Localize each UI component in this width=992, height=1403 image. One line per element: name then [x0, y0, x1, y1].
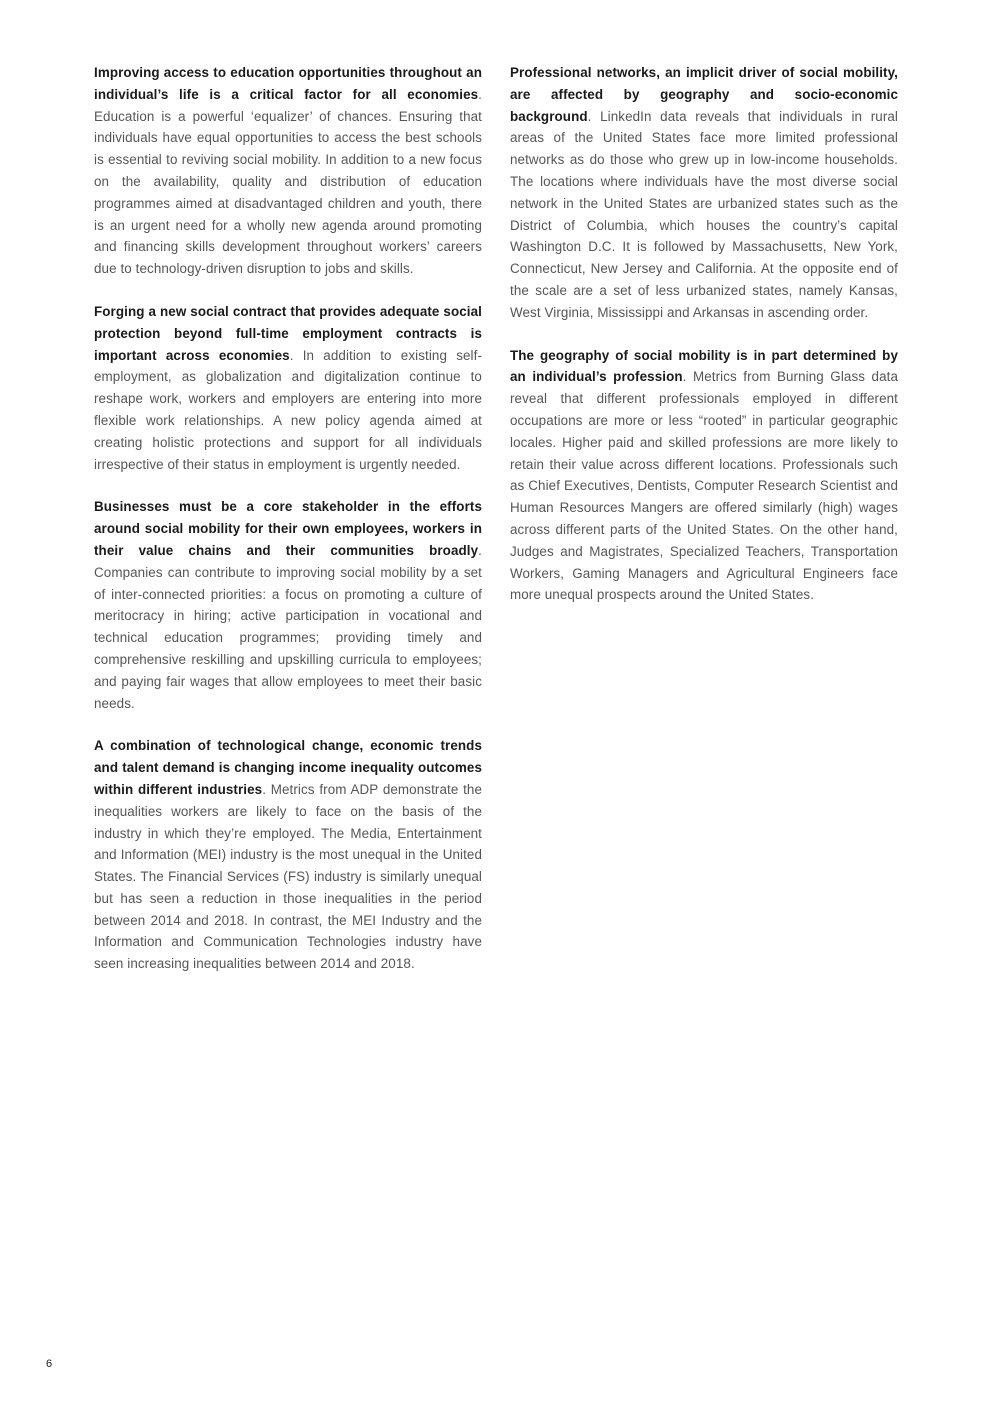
paragraph-body: . In addition to existing self-employment, as globalization and digitalization continue to reshape work, workers and employers are entering into more flexible work relationships. A new policy agenda aimed at creating holistic protections and support for all individuals irrespective of their status in employment is urgently needed.	[94, 347, 482, 472]
paragraph-body: . Education is a powerful ‘equalizer’ of chances. Ensuring that individuals have equal opportunities to access the best schools is essential to reviving social mobility. In addition to a new focus on the availability, quality and distribution of education programmes aimed at disadvantaged children and youth, there is an urgent need for a wholly new agenda around promoting and financing skills development throughout workers’ careers due to technology-driven disruption to jobs and skills.	[94, 86, 482, 277]
page-number: 6	[46, 1358, 53, 1370]
paragraph-businesses	[94, 496, 482, 714]
paragraph-body: . Companies can contribute to improving social mobility by a set of inter-connected priorities: a focus on promoting a culture of meritocracy in hiring; active participation in vocational and technical education programmes; providing timely and comprehensive reskilling and upskilling curricula to employees; and paying fair wages that allow employees to meet their basic needs.	[94, 542, 482, 711]
paragraph-body: . Metrics from ADP demonstrate the inequalities workers are likely to face on the basis of the industry in which they’re employed. The Media, Entertainment and Information (MEI) industry is the most unequal in the United States. The Financial Services (FS) industry is similarly unequal but has seen a reduction in those inequalities in the period between 2014 and 2018. In contrast, the MEI Industry and the Information and Communication Technologies industry have seen increasing inequalities between 2014 and 2018.	[94, 781, 483, 972]
paragraph-lead: Forging a new social contract that provides adequate social protection beyond full-time employment contracts is important across economies	[94, 303, 482, 363]
paragraph-social-contract	[94, 301, 482, 475]
paragraph-lead: Businesses must be a core stakeholder in the efforts around social mobility for their own employees, workers in their value chains and their communities broadly	[94, 499, 482, 558]
right-column	[510, 62, 898, 627]
paragraph-lead: Professional networks, an implicit driver of social mobility, are affected by geography and socio-economic background	[510, 65, 898, 124]
paragraph-income-inequality	[94, 735, 482, 975]
paragraph-lead: A combination of technological change, economic trends and talent demand is changing income inequality outcomes within different industries	[94, 738, 482, 797]
left-column	[94, 62, 482, 996]
paragraph-lead: The geography of social mobility is in part determined by an individual’s profession	[510, 347, 898, 385]
paragraph-professional-networks	[510, 62, 898, 324]
paragraph-geography-profession	[510, 345, 898, 607]
paragraph-body: . LinkedIn data reveals that individuals in rural areas of the United States face more limited professional networks as do those who grew up in low-income households. The locations where individuals have the most diverse social network in the United States are urbanized states such as the District of Columbia, which houses the country’s capital Washington D.C. It is followed by Massachusetts, New York, Connecticut, New Jersey and California. At the opposite end of the scale are a set of less urbanized states, namely Kansas, West Virginia, Mississippi and Arkansas in ascending order.	[510, 108, 898, 320]
paragraph-education	[94, 62, 482, 280]
paragraph-body: . Metrics from Burning Glass data reveal that different professionals employed in different occupations are more or less “rooted” in particular geographic locales. Higher paid and skilled professions are more likely to retain their value across different locations. Professionals such as Chief Executives, Dentists, Computer Research Scientist and Human Resources Mangers are offered similarly (high) wages across different parts of the United States. On the other hand, Judges and Magistrates, Specialized Teachers, Transportation Workers, Gaming Managers and Agricultural Engineers face more unequal prospects around the United States.	[510, 369, 898, 603]
paragraph-lead: Improving access to education opportunities throughout an individual’s life is a critical factor for all economies	[94, 65, 482, 102]
